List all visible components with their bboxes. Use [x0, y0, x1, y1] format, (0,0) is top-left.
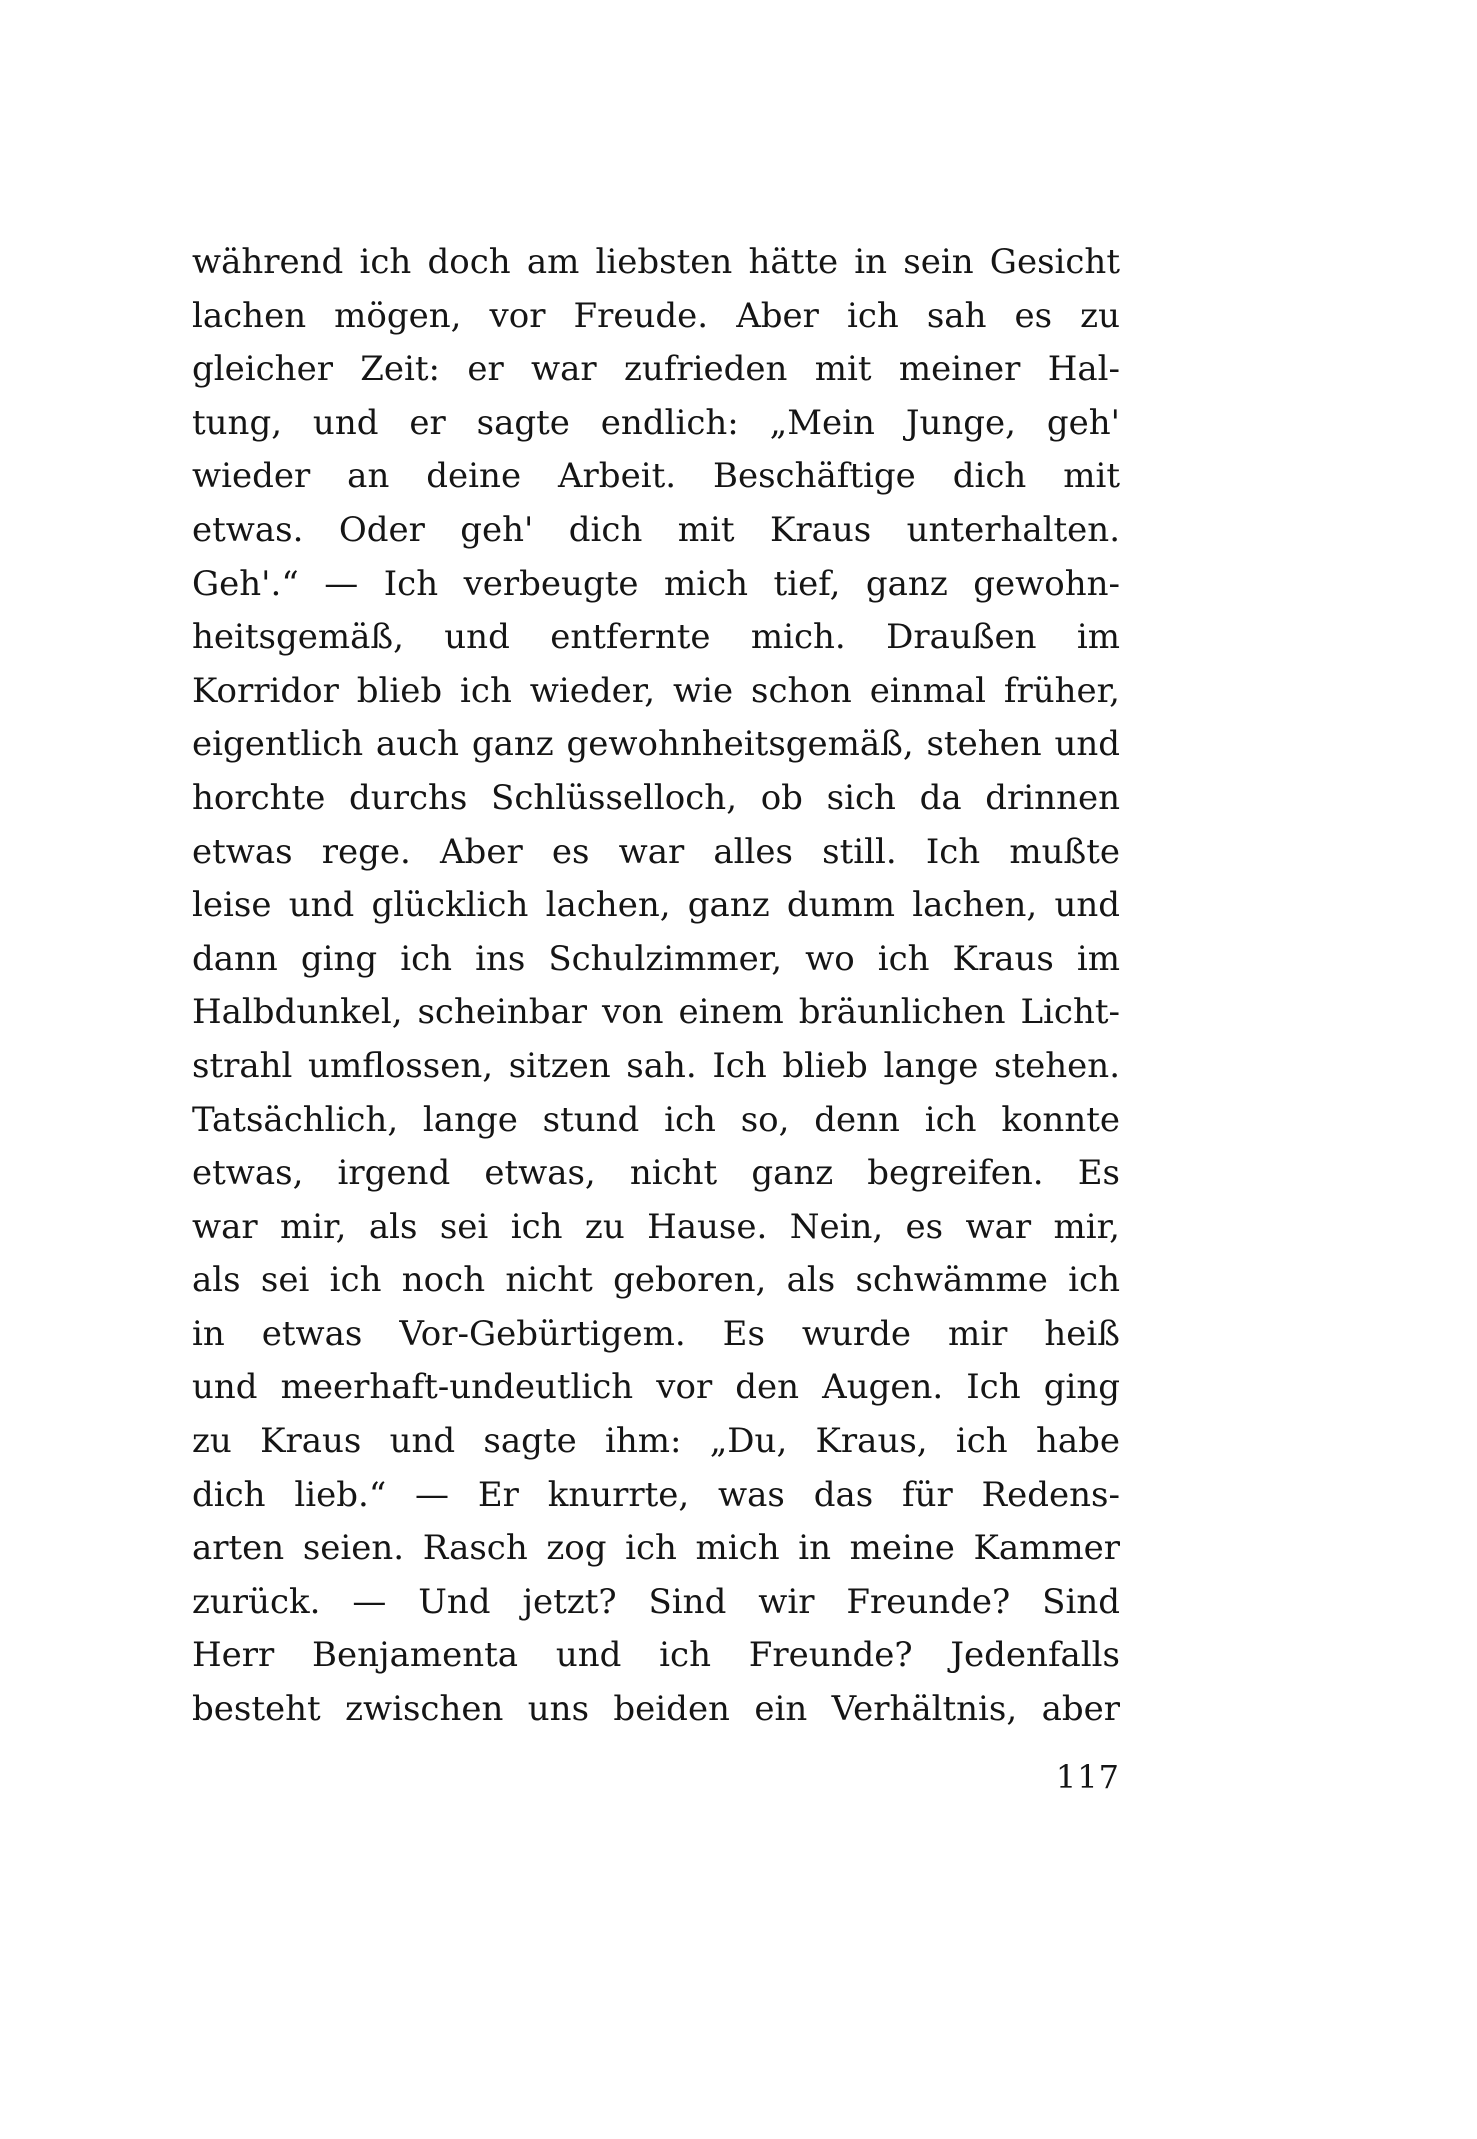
text-line: war mir, als sei ich zu Hause. Nein, es war mir,	[192, 1206, 1120, 1247]
text-line: horchte durchs Schlüsselloch, ob sich da drinnen	[192, 777, 1120, 818]
text-line: wieder an deine Arbeit. Beschäftige dich mit	[192, 456, 1120, 497]
text-line: heitsgemäß, und entfernte mich. Draußen im	[192, 617, 1120, 658]
text-line: Halbdunkel, scheinbar von einem bräunlichen Licht-	[192, 992, 1120, 1033]
page-number: 117	[1055, 1758, 1120, 1796]
text-line: zurück. — Und jetzt? Sind wir Freunde? Sind	[192, 1581, 1120, 1622]
text-line: in etwas Vor-Gebürtigem. Es wurde mir heiß	[192, 1313, 1120, 1354]
text-line: arten seien. Rasch zog ich mich in meine Kammer	[192, 1528, 1120, 1569]
text-line: etwas, irgend etwas, nicht ganz begreifen. Es	[192, 1153, 1120, 1194]
text-line: als sei ich noch nicht geboren, als schwämme ich	[192, 1260, 1120, 1301]
text-line: besteht zwischen uns beiden ein Verhältnis, aber	[192, 1689, 1120, 1730]
text-line: etwas. Oder geh' dich mit Kraus unterhalten.	[192, 509, 1120, 550]
text-line: Korridor blieb ich wieder, wie schon einmal früher,	[192, 670, 1120, 711]
text-line: lachen mögen, vor Freude. Aber ich sah es zu	[192, 295, 1120, 336]
text-line: leise und glücklich lachen, ganz dumm lachen, und	[192, 885, 1120, 926]
text-line: etwas rege. Aber es war alles still. Ich mußte	[192, 831, 1120, 872]
text-line: gleicher Zeit: er war zufrieden mit meiner Hal-	[192, 349, 1120, 390]
text-line: Tatsächlich, lange stund ich so, denn ich konnte	[192, 1099, 1120, 1140]
text-line: eigentlich auch ganz gewohnheitsgemäß, stehen und	[192, 724, 1120, 765]
text-line: Geh'.“ — Ich verbeugte mich tief, ganz gewohn-	[192, 563, 1120, 604]
body-text	[192, 236, 1120, 1737]
text-line: zu Kraus und sagte ihm: „Du, Kraus, ich habe	[192, 1421, 1120, 1462]
text-line: tung, und er sagte endlich: „Mein Junge, geh'	[192, 402, 1120, 443]
text-line: dann ging ich ins Schulzimmer, wo ich Kraus im	[192, 938, 1120, 979]
text-line: und meerhaft-undeutlich vor den Augen. Ich ging	[192, 1367, 1120, 1408]
text-line: Herr Benjamenta und ich Freunde? Jedenfalls	[192, 1635, 1120, 1676]
text-line: dich lieb.“ — Er knurrte, was das für Redens-	[192, 1474, 1120, 1515]
text-line: strahl umflossen, sitzen sah. Ich blieb lange stehen.	[192, 1045, 1120, 1086]
text-line: während ich doch am liebsten hätte in sein Gesicht	[192, 242, 1120, 282]
